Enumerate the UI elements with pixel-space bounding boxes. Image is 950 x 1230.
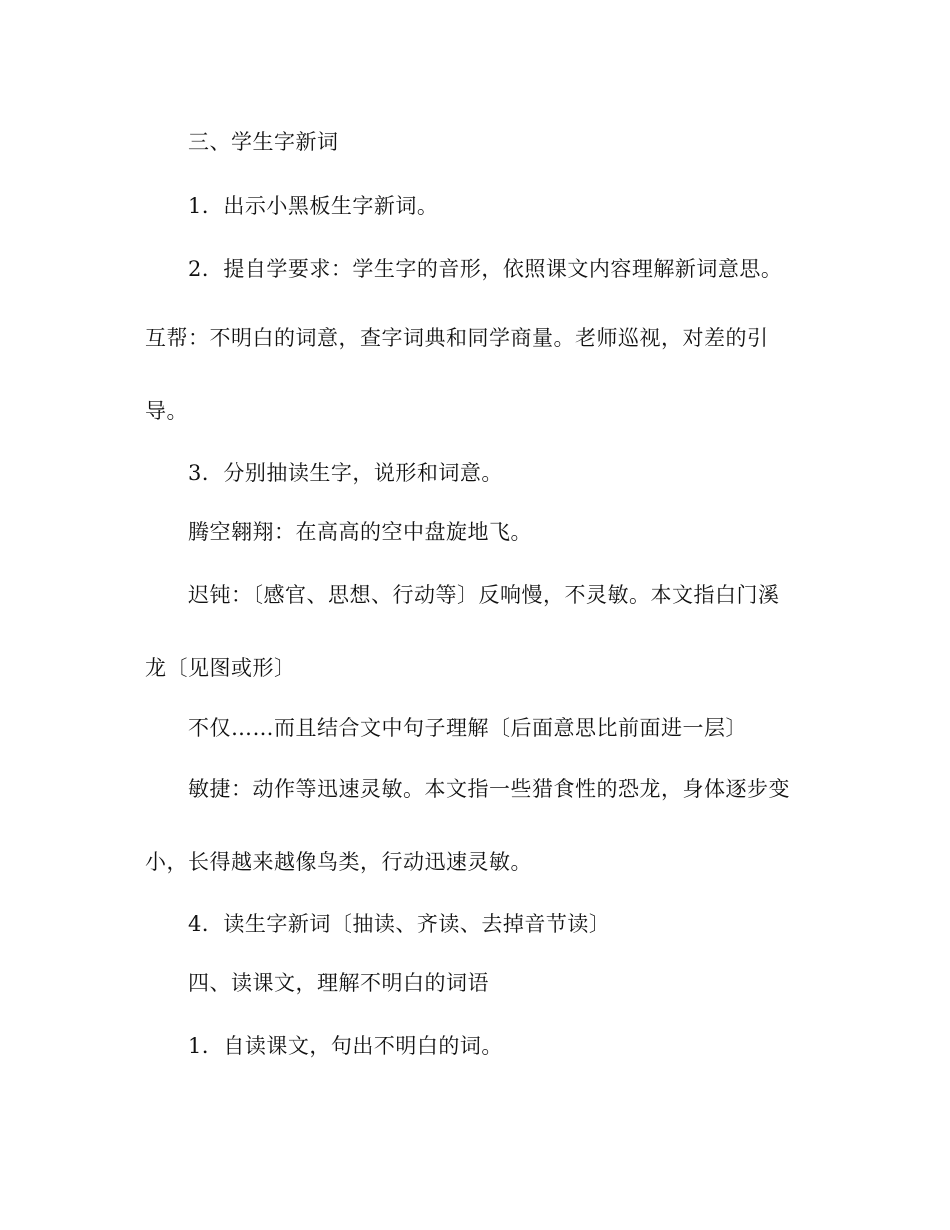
paragraph-line-10: 敏捷：动作等迅速灵敏。本文指一些猎食性的恐龙，身体逐步变 <box>188 777 790 801</box>
paragraph-line-6: 腾空翱翔：在高高的空中盘旋地飞。 <box>188 520 532 544</box>
paragraph-line-4: 导。 <box>145 399 188 423</box>
paragraph-line-5: 3．分别抽读生字，说形和词意。 <box>188 461 503 485</box>
paragraph-line-11: 小，长得越来越像鸟类，行动迅速灵敏。 <box>145 850 532 874</box>
paragraph-line-1: 1．出示小黑板生字新词。 <box>188 194 439 218</box>
paragraph-line-3: 互帮：不明白的词意，查字词典和同学商量。老师巡视，对差的引 <box>145 326 769 350</box>
section-heading-three: 三、学生字新词 <box>188 130 339 154</box>
paragraph-line-7: 迟钝：〔感官、思想、行动等〕反响慢，不灵敏。本文指白门溪 <box>188 583 780 607</box>
paragraph-line-9: 不仅……而且结合文中句子理解〔后面意思比前面进一层〕 <box>188 716 747 740</box>
section-heading-four: 四、读课文，理解不明白的词语 <box>188 971 489 995</box>
paragraph-line-2: 2．提自学要求：学生字的音形，依照课文内容理解新词意思。 <box>188 257 783 281</box>
paragraph-line-12: 4．读生字新词〔抽读、齐读、去掉音节读〕 <box>188 912 611 936</box>
paragraph-line-14: 1．自读课文，句出不明白的词。 <box>188 1034 503 1058</box>
paragraph-line-8: 龙〔见图或形〕 <box>145 656 296 680</box>
